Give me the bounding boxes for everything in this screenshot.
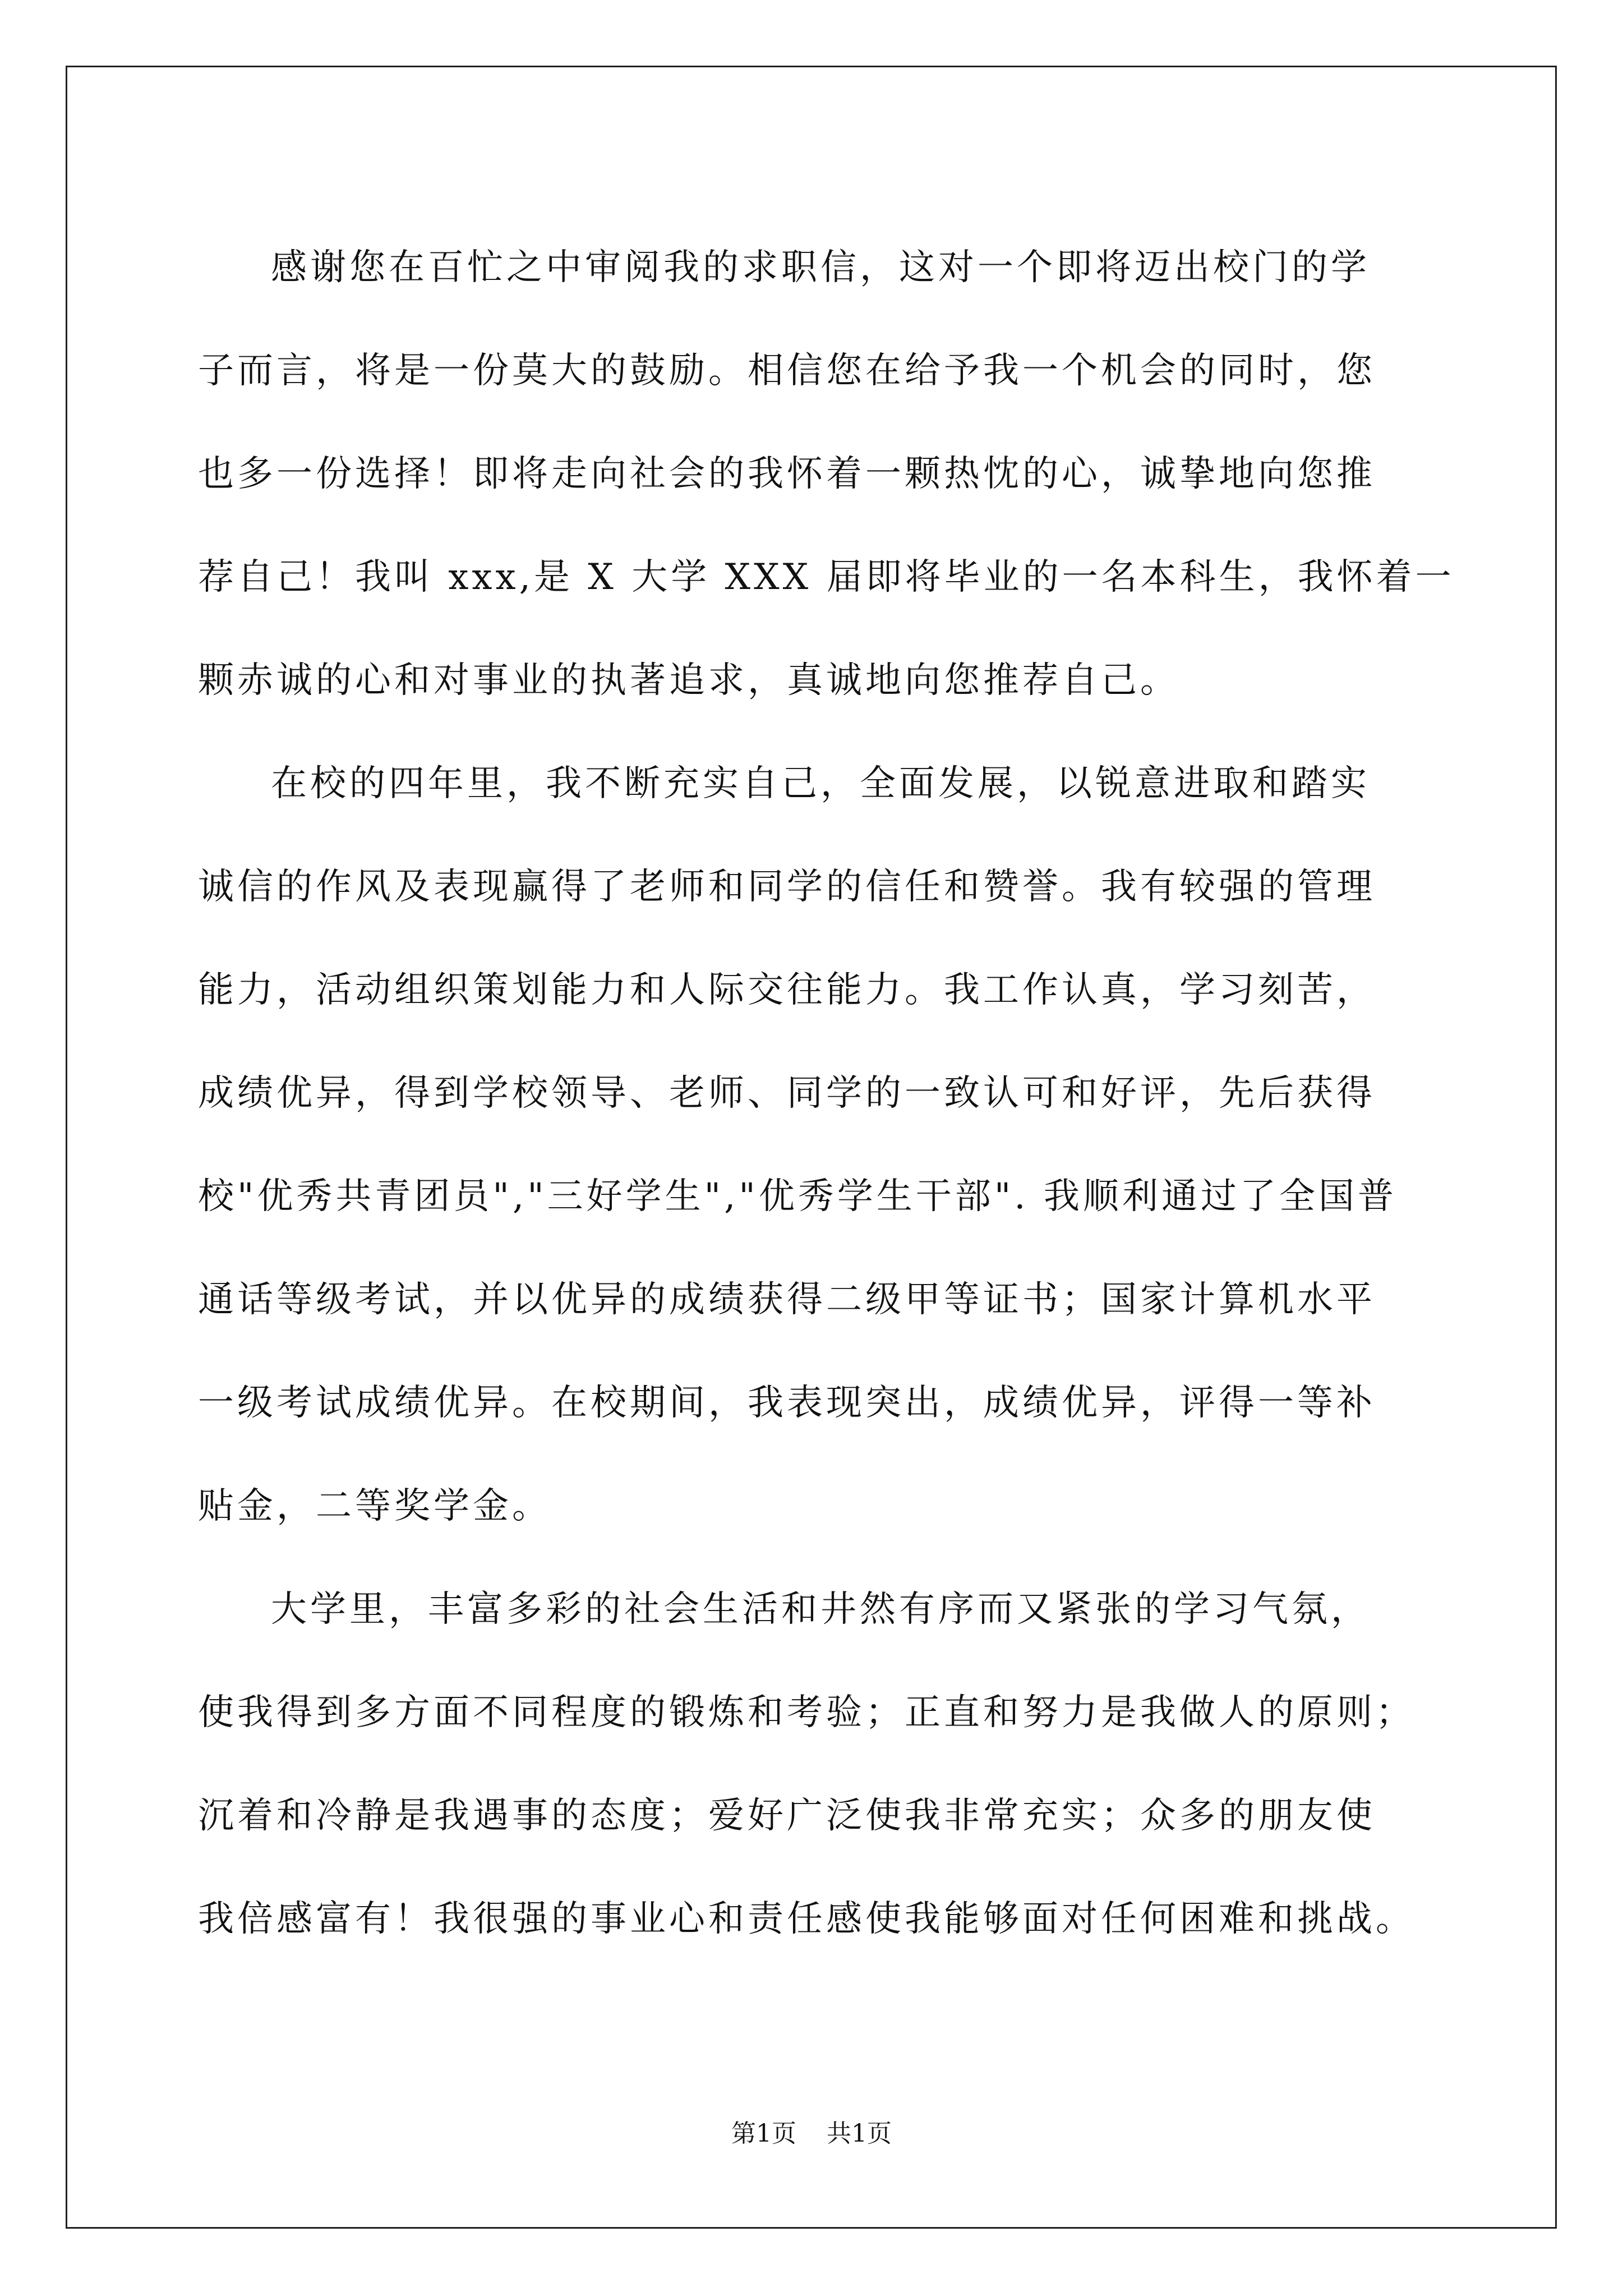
- paragraph-university-life: [198, 1558, 1436, 1971]
- text-line: 沉着和冷静是我遇事的态度；爱好广泛使我非常充实；众多的朋友使: [198, 1795, 1376, 1837]
- paragraph-school-years: [198, 732, 1436, 1558]
- text-line: 我倍感富有！我很强的事业心和责任感使我能够面对任何困难和挑战。: [198, 1898, 1415, 1940]
- text-line: 一级考试成绩优异。在校期间，我表现突出，成绩优异，评得一等补: [198, 1382, 1376, 1424]
- text-line: 贴金，二等奖学金。: [198, 1485, 551, 1527]
- text-line: 大学里，丰富多彩的社会生活和井然有序而又紧张的学习气氛，: [271, 1589, 1370, 1630]
- text-line: 诚信的作风及表现赢得了老师和同学的信任和赞誉。我有较强的管理: [198, 866, 1376, 908]
- text-line: 校"优秀共青团员","三好学生","优秀学生干部". 我顺利通过了全国普: [198, 1176, 1397, 1217]
- text-line: 在校的四年里，我不断充实自己，全面发展，以锐意进取和踏实: [271, 763, 1370, 804]
- page-footer: [0, 2117, 1623, 2151]
- text-line: 使我得到多方面不同程度的锻炼和考验；正直和努力是我做人的原则；: [198, 1692, 1415, 1733]
- page-number: 第1页: [731, 2119, 796, 2148]
- text-line: 子而言，将是一份莫大的鼓励。相信您在给予我一个机会的同时，您: [198, 350, 1376, 392]
- paragraph-intro: [198, 216, 1455, 732]
- text-line: 荐自己！我叫 xxx,是 X 大学 XXX 届即将毕业的一名本科生，我怀着一: [198, 556, 1455, 598]
- text-line: 颗赤诚的心和对事业的执著追求，真诚地向您推荐自己。: [198, 660, 1179, 701]
- letter-body: [198, 216, 1455, 1971]
- text-line: 能力，活动组织策划能力和人际交往能力。我工作认真，学习刻苦，: [198, 969, 1376, 1011]
- text-line: 成绩优异，得到学校领导、老师、同学的一致认可和好评，先后获得: [198, 1073, 1376, 1114]
- text-line: 感谢您在百忙之中审阅我的求职信，这对一个即将迈出校门的学: [271, 247, 1370, 288]
- page-total: 共1页: [827, 2119, 892, 2148]
- text-line: 也多一份选择！即将走向社会的我怀着一颗热忱的心，诚挚地向您推: [198, 453, 1376, 495]
- text-line: 通话等级考试，并以优异的成绩获得二级甲等证书；国家计算机水平: [198, 1279, 1376, 1320]
